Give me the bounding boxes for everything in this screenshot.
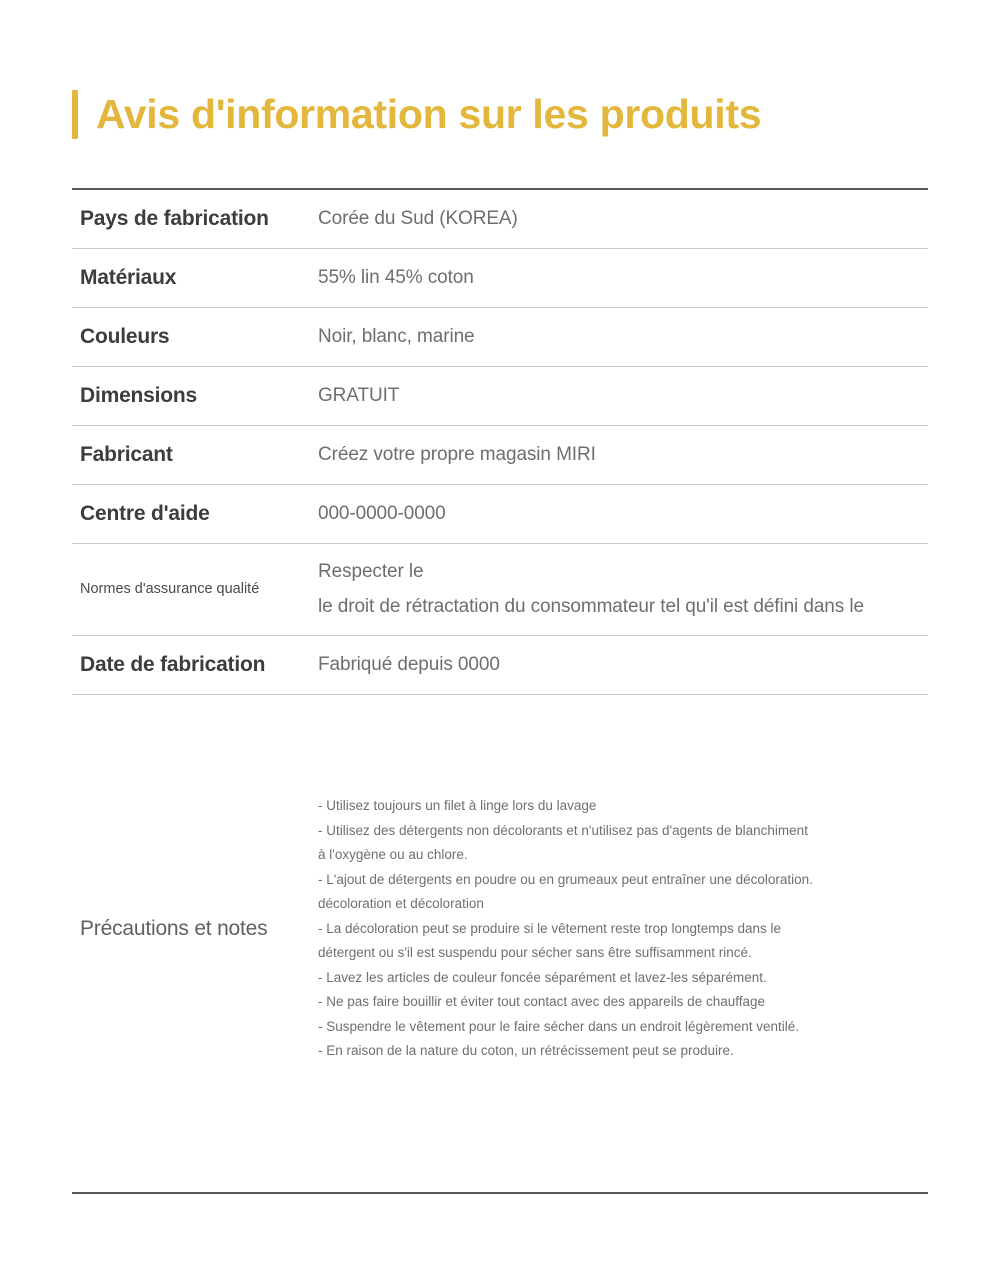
row-value: Corée du Sud (KOREA) <box>318 208 518 230</box>
table-row <box>72 367 928 426</box>
precaution-line: décoloration et décoloration <box>318 896 484 912</box>
table-row <box>72 426 928 485</box>
table-row-manufacture-date <box>72 636 928 695</box>
precaution-line: - Suspendre le vêtement pour le faire sécher dans un endroit légèrement ventilé. <box>318 1018 800 1034</box>
row-label: Centre d'aide <box>80 501 210 525</box>
quality-value-line-2: le droit de rétractation du consommateur tel qu'il est défini dans le <box>318 596 864 617</box>
precaution-line: - Utilisez des détergents non décolorants et n'utilisez pas d'agents de blanchiment <box>318 822 808 838</box>
precaution-line: - Utilisez toujours un filet à linge lors du lavage <box>318 798 597 814</box>
title-accent-bar <box>72 90 78 139</box>
table-row <box>72 485 928 544</box>
precaution-line: - La décoloration peut se produire si le vêtement reste trop longtemps dans le <box>318 920 782 936</box>
row-label: Normes d'assurance qualité <box>80 581 260 598</box>
precaution-line: - L'ajout de détergents en poudre ou en grumeaux peut entraîner une décoloration. <box>318 871 813 887</box>
table-row <box>72 308 928 367</box>
row-value: Noir, blanc, marine <box>318 326 475 348</box>
row-label: Pays de fabrication <box>80 206 269 230</box>
product-spec-table <box>72 188 928 1163</box>
table-row <box>72 249 928 308</box>
row-label: Précautions et notes <box>80 916 268 940</box>
row-label: Date de fabrication <box>80 652 266 676</box>
quality-value-line-1: Respecter le <box>318 561 424 583</box>
page-title <box>72 90 761 139</box>
row-label: Fabricant <box>80 442 173 466</box>
table-row <box>72 190 928 249</box>
row-value <box>318 559 928 619</box>
table-row-quality-standards <box>72 544 928 636</box>
row-value: 55% lin 45% coton <box>318 267 474 289</box>
precaution-line: - Lavez les articles de couleur foncée séparément et lavez-les séparément. <box>318 969 767 985</box>
precaution-line: à l'oxygène ou au chlore. <box>318 847 468 863</box>
table-row-precautions <box>72 695 928 1163</box>
precautions-list <box>318 794 928 1064</box>
row-value: GRATUIT <box>318 385 400 407</box>
precaution-line: détergent ou s'il est suspendu pour sécher sans être suffisamment rincé. <box>318 945 752 961</box>
row-value: Créez votre propre magasin MIRI <box>318 444 596 466</box>
table-bottom-rule <box>72 1192 928 1194</box>
row-label: Dimensions <box>80 383 198 407</box>
precaution-line: - Ne pas faire bouillir et éviter tout contact avec des appareils de chauffage <box>318 994 766 1010</box>
precaution-line: - En raison de la nature du coton, un rétrécissement peut se produire. <box>318 1043 734 1059</box>
row-label: Matériaux <box>80 265 177 289</box>
row-value: 000-0000-0000 <box>318 503 446 525</box>
row-label: Couleurs <box>80 324 170 348</box>
row-value: Fabriqué depuis 0000 <box>318 654 500 676</box>
page-title-text: Avis d'information sur les produits <box>96 91 762 137</box>
